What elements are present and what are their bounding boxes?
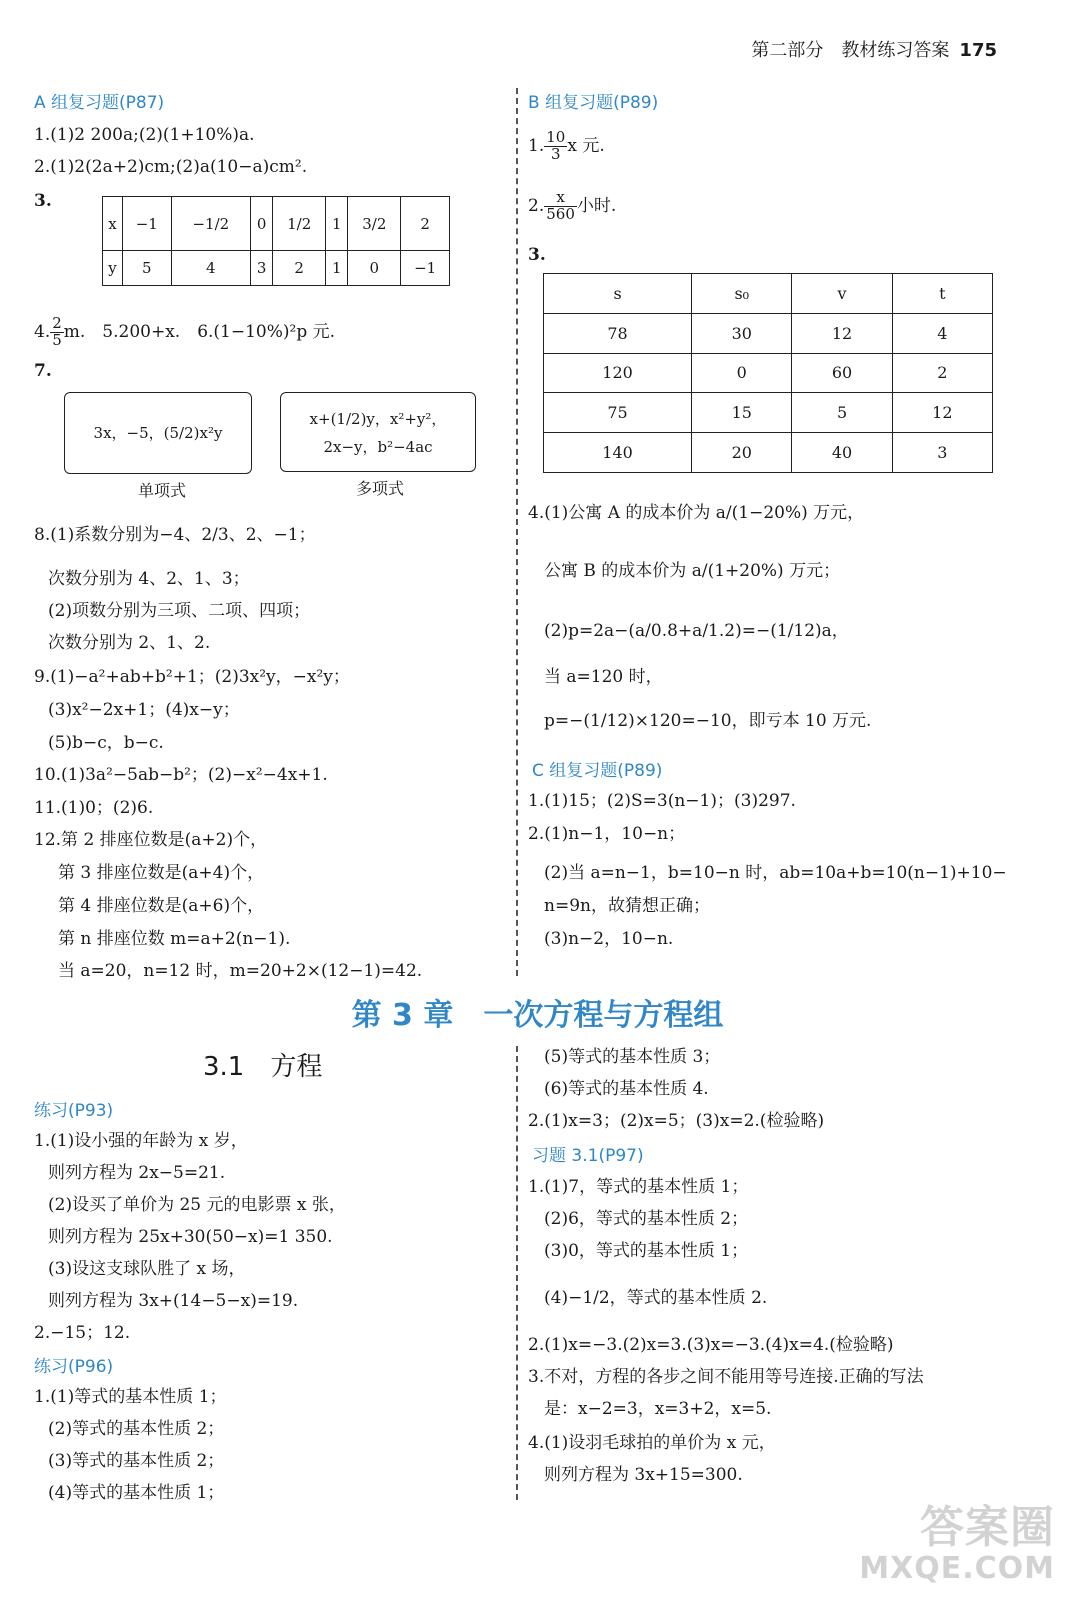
a-q12-line: 第 n 排座位数 m=a+2(n−1). bbox=[58, 929, 291, 949]
p93-line: 则列方程为 3x+(14−5−x)=19. bbox=[48, 1291, 299, 1311]
p96-line: (4)等式的基本性质 1； bbox=[48, 1483, 225, 1503]
a-q11: 11.(1)0；(2)6. bbox=[34, 798, 154, 818]
table-cell: 1 bbox=[326, 197, 348, 251]
p93-line: (2)设买了单价为 25 元的电影票 x 张， bbox=[48, 1195, 346, 1215]
b1-fraction bbox=[544, 130, 567, 163]
c-line: n=9n，故猜想正确； bbox=[544, 896, 710, 916]
polynomial-line-2: 2x−y，b²−4ac bbox=[323, 438, 433, 456]
polynomial-label: 多项式 bbox=[356, 479, 405, 498]
ex-line: 则列方程为 3x+15=300. bbox=[544, 1465, 743, 1485]
ex-line: (2)6，等式的基本性质 2； bbox=[544, 1209, 749, 1229]
table-cell: 78 bbox=[544, 313, 692, 353]
p93-line: 1.(1)设小强的年龄为 x 岁， bbox=[34, 1131, 248, 1151]
ex-line: (3)0，等式的基本性质 1； bbox=[544, 1241, 749, 1261]
table-cell: 5 bbox=[122, 251, 171, 286]
page-number: 175 bbox=[959, 40, 997, 61]
table-cell: 30 bbox=[692, 313, 792, 353]
a-q9-line: (5)b−c，b−c. bbox=[48, 733, 164, 753]
table-cell: 40 bbox=[792, 433, 892, 473]
practice-p93-title: 练习(P93) bbox=[34, 1101, 114, 1121]
b2-rest: 小时. bbox=[576, 196, 617, 216]
a-q2: 2.(1)2(2a+2)cm;(2)a(10−a)cm². bbox=[34, 157, 308, 177]
table-cell: 2 bbox=[892, 353, 992, 393]
table-cell: 1/2 bbox=[273, 197, 326, 251]
a-q1: 1.(1)2 200a;(2)(1+10%)a. bbox=[34, 125, 255, 145]
column-divider-bottom bbox=[516, 1046, 518, 1500]
a-q12-line: 第 3 排座位数是(a+4)个， bbox=[58, 863, 265, 883]
practice-p96-title: 练习(P96) bbox=[34, 1357, 114, 1377]
header-section: 第二部分 教材练习答案 bbox=[751, 40, 950, 61]
ex-line: (4)−1/2，等式的基本性质 2. bbox=[544, 1288, 768, 1308]
table-cell: 0 bbox=[348, 251, 401, 286]
polynomial-line-1: x+(1/2)y，x²+y²， bbox=[309, 410, 447, 428]
table-cell: 60 bbox=[792, 353, 892, 393]
table-cell: 20 bbox=[692, 433, 792, 473]
table-header: v bbox=[792, 274, 892, 314]
p96-line: (2)等式的基本性质 2； bbox=[48, 1419, 225, 1439]
a-q9-line: 9.(1)−a²+ab+b²+1；(2)3x²y，−x²y； bbox=[34, 667, 350, 687]
a-q12-line: 第 4 排座位数是(a+6)个， bbox=[58, 896, 265, 916]
c-line: (3)n−2，10−n. bbox=[544, 929, 674, 949]
p96-line: 1.(1)等式的基本性质 1； bbox=[34, 1387, 227, 1407]
q4-frac-num: 2 bbox=[52, 314, 62, 333]
c-line: 1.(1)15；(2)S=3(n−1)；(3)297. bbox=[528, 791, 796, 811]
r2-top-line: (6)等式的基本性质 4. bbox=[544, 1079, 709, 1099]
c-line: 2.(1)n−1，10−n； bbox=[528, 824, 686, 844]
ex-line: 3.不对，方程的各步之间不能用等号连接.正确的写法 bbox=[528, 1367, 924, 1387]
a-q3-label: 3. bbox=[34, 191, 52, 211]
table-cell: 12 bbox=[792, 313, 892, 353]
q4-fraction bbox=[50, 316, 64, 349]
table-cell: −1 bbox=[122, 197, 171, 251]
b-q4-line: (2)p=2a−(a/0.8+a/1.2)=−(1/12)a， bbox=[544, 621, 849, 641]
polynomial-box bbox=[280, 392, 476, 472]
b-q4-line: 4.(1)公寓 A 的成本价为 a/(1−20%) 万元， bbox=[528, 503, 865, 523]
chapter-title: 第 3 章 一次方程与方程组 bbox=[351, 998, 724, 1033]
p93-line: (3)设这支球队胜了 x 场， bbox=[48, 1259, 246, 1279]
a-q8-line: 次数分别为 4、2、1、3； bbox=[48, 569, 250, 589]
watermark bbox=[859, 1504, 1055, 1586]
p93-line: 则列方程为 25x+30(50−x)=1 350. bbox=[48, 1227, 333, 1247]
speed-table bbox=[543, 273, 993, 473]
ex-line: 4.(1)设羽毛球拍的单价为 x 元， bbox=[528, 1433, 776, 1453]
b2-frac-num: x bbox=[544, 190, 577, 207]
group-a-title: A 组复习题(P87) bbox=[34, 93, 165, 113]
table-cell: −1/2 bbox=[171, 197, 250, 251]
ex-line: 是：x−2=3，x=3+2，x=5. bbox=[544, 1399, 772, 1419]
b1-prefix: 1. bbox=[528, 136, 545, 156]
p96-line: (3)等式的基本性质 2； bbox=[48, 1451, 225, 1471]
table-cell: 4 bbox=[171, 251, 250, 286]
table-cell: x bbox=[103, 197, 123, 251]
q4-frac-den: 5 bbox=[52, 331, 62, 349]
b-q2 bbox=[528, 186, 616, 226]
b2-prefix: 2. bbox=[528, 196, 545, 216]
table-cell: 0 bbox=[251, 197, 273, 251]
b2-fraction bbox=[544, 190, 577, 223]
p93-line: 2.−15；12. bbox=[34, 1323, 131, 1343]
a-q9-line: (3)x²−2x+1；(4)x−y； bbox=[48, 700, 240, 720]
table-header: s bbox=[544, 274, 692, 314]
a-q7-label: 7. bbox=[34, 361, 52, 381]
q4-prefix: 4. bbox=[34, 322, 51, 342]
b1-frac-num: 10 bbox=[546, 128, 566, 147]
monomial-list: 3x，−5，(5/2)x²y bbox=[93, 424, 223, 442]
table-cell: 140 bbox=[544, 433, 692, 473]
b-q4-line: 公寓 B 的成本价为 a/(1+20%) 万元； bbox=[544, 561, 841, 581]
b1-frac-den: 3 bbox=[551, 145, 561, 163]
r2-top-line: (5)等式的基本性质 3； bbox=[544, 1047, 721, 1067]
a-q8-line: (2)项数分别为三项、二项、四项； bbox=[48, 601, 311, 621]
table-header: s₀ bbox=[692, 274, 792, 314]
b2-frac-den: 560 bbox=[546, 205, 575, 223]
b-q1 bbox=[528, 126, 605, 166]
ex-line: 1.(1)7，等式的基本性质 1； bbox=[528, 1177, 749, 1197]
a-q12-line: 12.第 2 排座位数是(a+2)个， bbox=[34, 830, 268, 850]
table-cell: −1 bbox=[401, 251, 450, 286]
table-header: t bbox=[892, 274, 992, 314]
section-title: 3.1 方程 bbox=[203, 1052, 323, 1082]
column-divider-top bbox=[516, 88, 518, 976]
b-q4-line: 当 a=120 时， bbox=[544, 667, 663, 687]
table-cell: 3/2 bbox=[348, 197, 401, 251]
a-q4-6 bbox=[34, 312, 335, 352]
a-q8-line: 次数分别为 2、1、2. bbox=[48, 633, 211, 653]
table-cell: 2 bbox=[273, 251, 326, 286]
b1-rest: x 元. bbox=[567, 136, 605, 156]
q4-rest: m. 5.200+x. 6.(1−10%)²p 元. bbox=[63, 322, 336, 342]
table-cell: 1 bbox=[326, 251, 348, 286]
a-q12-line: 当 a=20，n=12 时，m=20+2×(12−1)=42. bbox=[58, 961, 423, 981]
table-cell: 0 bbox=[692, 353, 792, 393]
b-q3-label: 3. bbox=[528, 245, 546, 265]
watermark-logo: 答案圈 bbox=[920, 1502, 1055, 1553]
table-cell: 12 bbox=[892, 393, 992, 433]
page-header bbox=[751, 36, 997, 62]
p93-line: 则列方程为 2x−5=21. bbox=[48, 1163, 226, 1183]
b-q4-line: p=−(1/12)×120=−10，即亏本 10 万元. bbox=[544, 711, 872, 731]
table-cell: 3 bbox=[892, 433, 992, 473]
table-cell: y bbox=[103, 251, 123, 286]
monomial-label: 单项式 bbox=[138, 481, 187, 500]
group-c-title: C 组复习题(P89) bbox=[532, 761, 663, 781]
table-cell: 5 bbox=[792, 393, 892, 433]
monomial-box bbox=[64, 392, 252, 474]
table-cell: 2 bbox=[401, 197, 450, 251]
a-q8-line: 8.(1)系数分别为−4、2/3、2、−1； bbox=[34, 525, 316, 545]
watermark-url: MXQE.COM bbox=[859, 1551, 1055, 1586]
group-b-title: B 组复习题(P89) bbox=[528, 93, 659, 113]
table-cell: 15 bbox=[692, 393, 792, 433]
ex-line: 2.(1)x=−3.(2)x=3.(3)x=−3.(4)x=4.(检验略) bbox=[528, 1335, 894, 1355]
table-cell: 75 bbox=[544, 393, 692, 433]
exercise-title: 习题 3.1(P97) bbox=[532, 1146, 644, 1166]
c-line: (2)当 a=n−1，b=10−n 时，ab=10a+b=10(n−1)+10− bbox=[544, 863, 1007, 883]
table-cell: 4 bbox=[892, 313, 992, 353]
table-cell: 3 bbox=[251, 251, 273, 286]
a-q10: 10.(1)3a²−5ab−b²；(2)−x²−4x+1. bbox=[34, 765, 328, 785]
r2-top-line: 2.(1)x=3；(2)x=5；(3)x=2.(检验略) bbox=[528, 1111, 825, 1131]
table-cell: 120 bbox=[544, 353, 692, 393]
xy-table bbox=[102, 196, 450, 286]
